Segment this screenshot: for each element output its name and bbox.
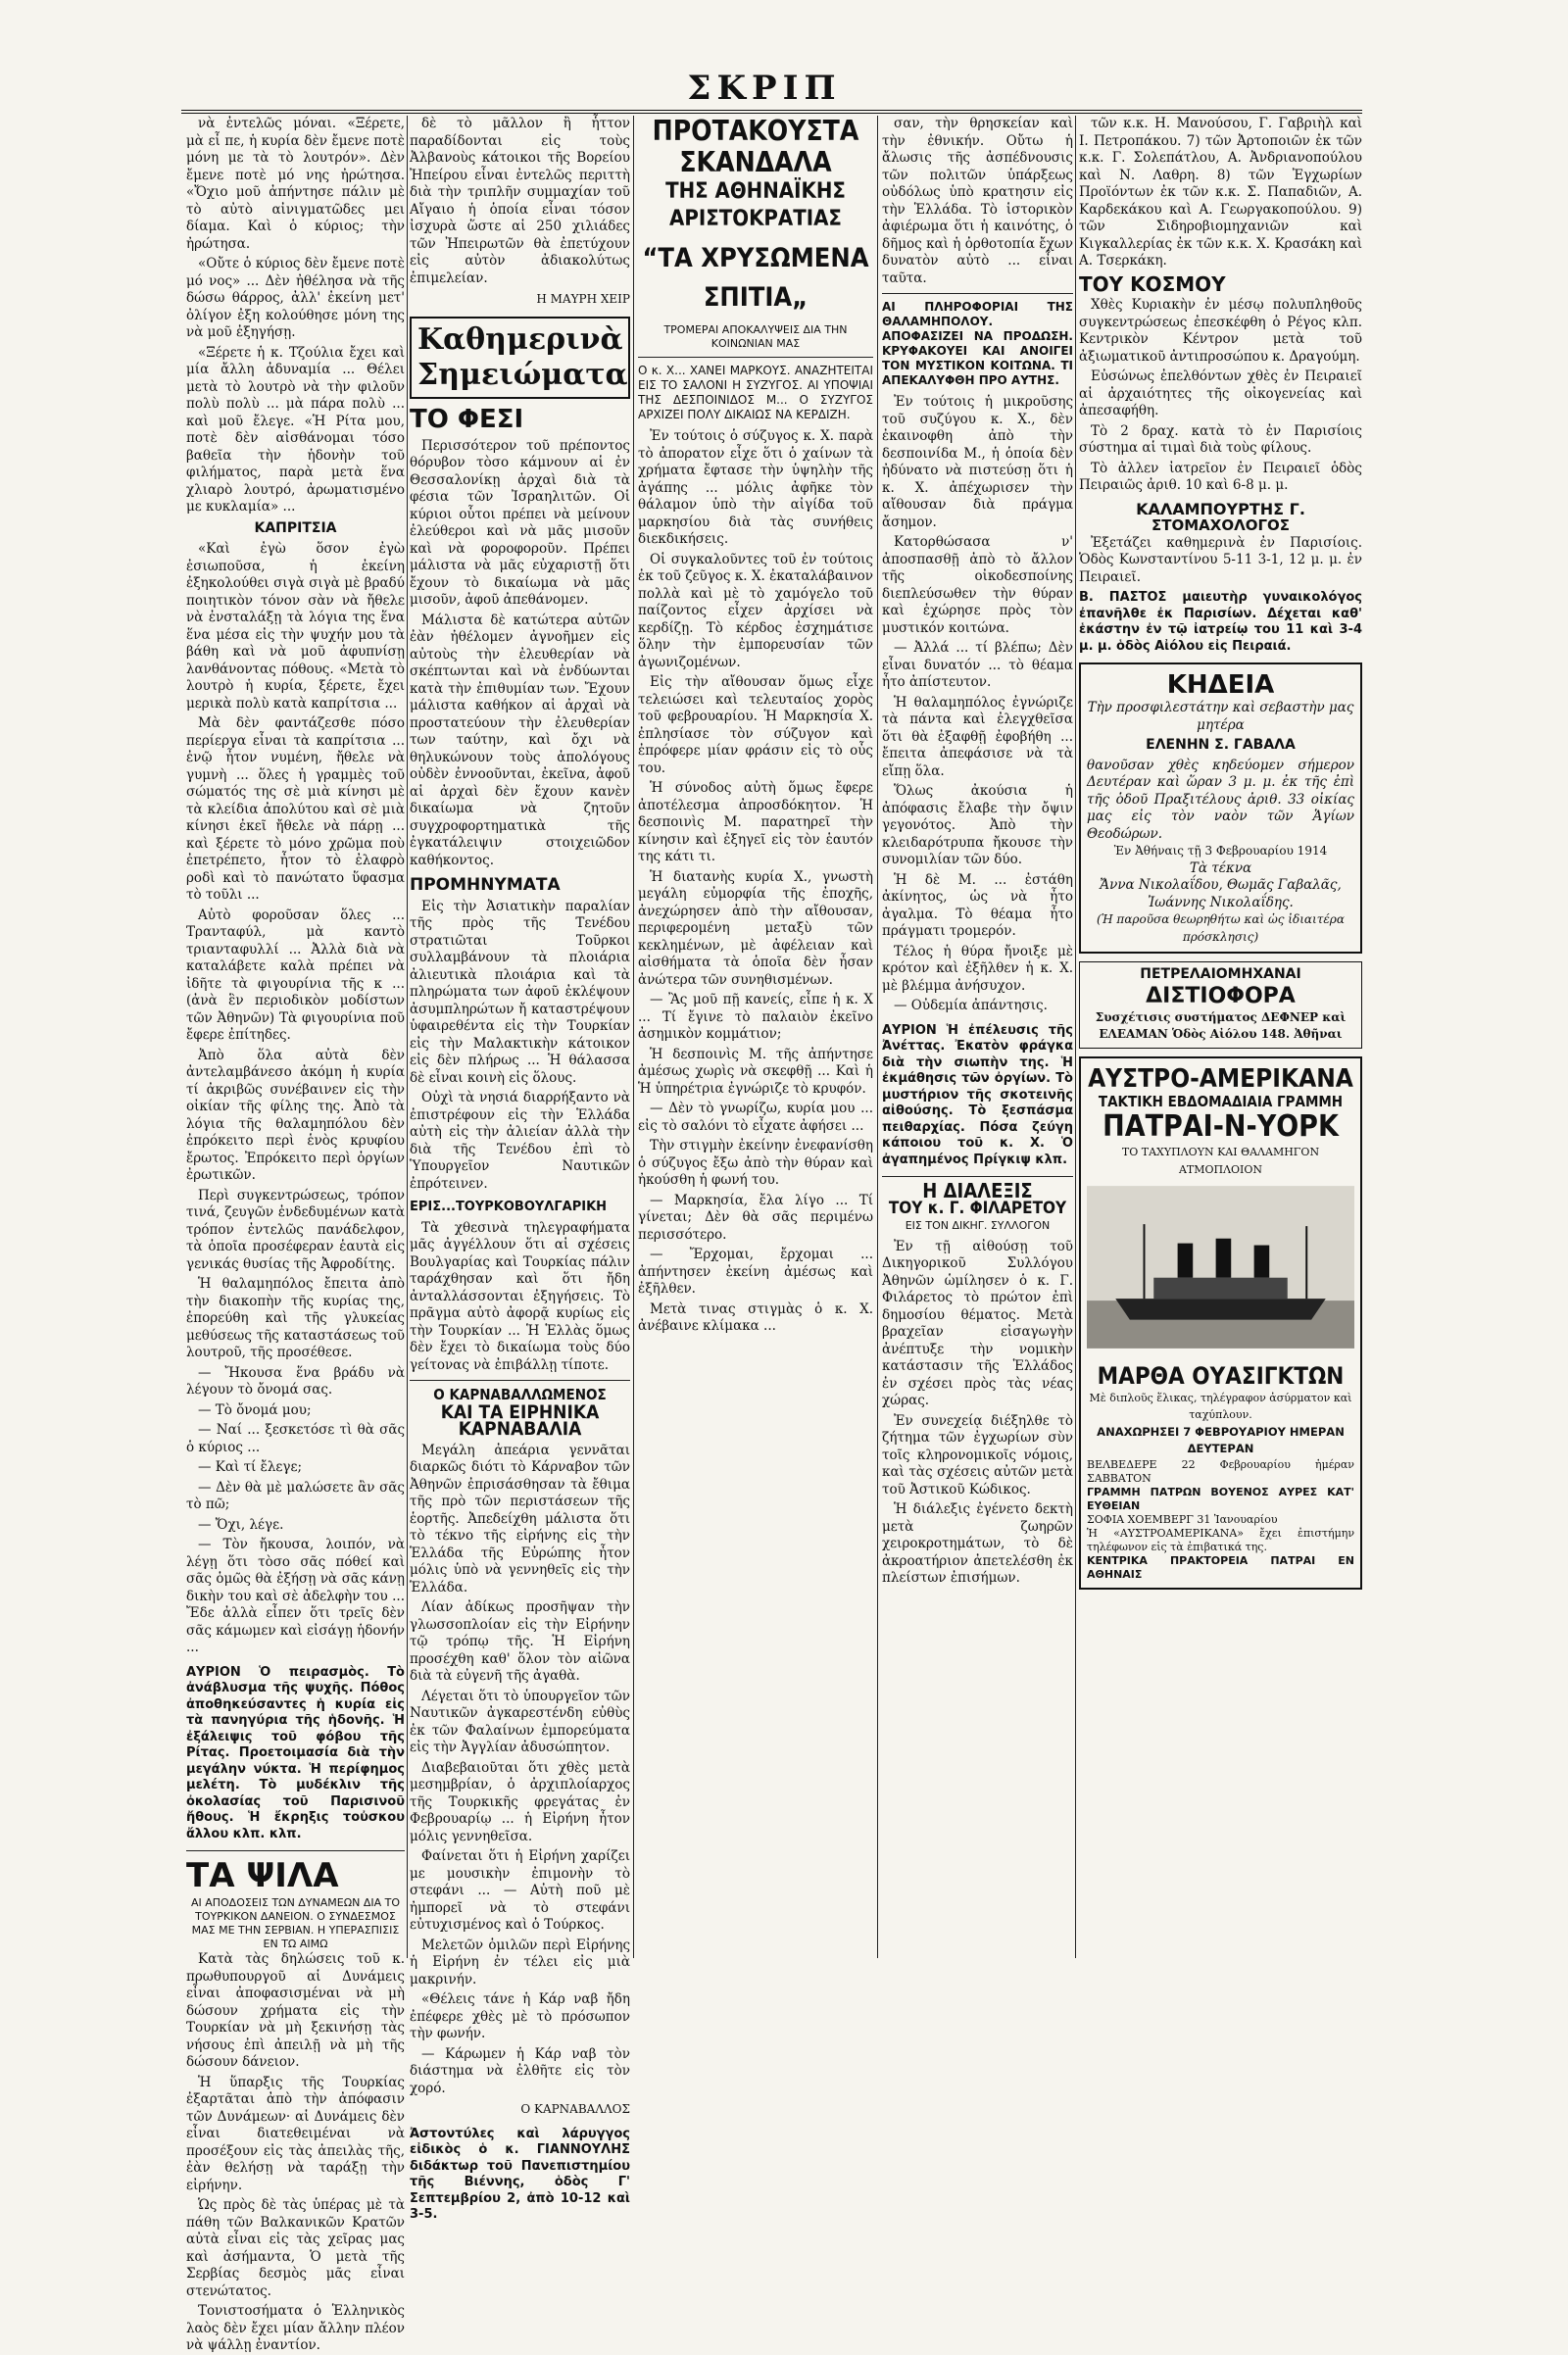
divider (638, 357, 873, 358)
funeral-line: θανοῦσαν χθὲς κηδεύομεν σήμερον Δευτέραν καὶ ὥραν 3 μ. μ. ἐκ τῆς ἐπὶ τῆς ὁδοῦ Πραξιτέλους ἀριθ. 33 οἰκίας μας εἰς τὸν ναὸν τῶν Ἁγίων Θεοδώρων. (1087, 757, 1354, 842)
dialogue-line: — Ναί ... ξεσκετόσε τὶ θὰ σᾶς ὁ κύριος ... (186, 1422, 405, 1455)
dialogue-line: — Μαρκησία, ἔλα λίγο ... Τί γίνεται; Δὲν θὰ σᾶς περιμένω περισσότερο. (638, 1192, 873, 1243)
ad-route: ΠΑΤΡΑΙ-Ν-ΥΟΡΚ (1102, 1109, 1339, 1144)
paragraph: Τὸ ἀλλεν ἰατρεῖον ἐν Πειραιεῖ ὁδὸς Πειραιῶς ἀριθ. 10 καὶ 6-8 μ. μ. (1079, 460, 1362, 493)
paragraph: Ἡ διατανὴς κυρία Χ., γνωστὴ μεγάλη εὐμορφία τῆς ἐποχῆς, ἀνεχώρησεν ἀπὸ τὴν αἴθουσαν, περιφερομένη μεταξὺ τῶν κεκλημένων, μὲ ἀφέλειαν καὶ αἰσθήματα τὰ ὁποῖα δὲν ἦσαν ἀνώτερα τῶν συνηθισμένων. (638, 868, 873, 988)
dialogue-line: — Ἤκουσα ἕνα βράδυ νὰ λέγουν τὸ ὄνομά σας. (186, 1364, 405, 1398)
paragraph: Ἐν τούτοις ἡ μικροῦσης τοῦ συζύγου κ. Χ., δὲν ἐκαινοφθη ἀπὸ τὴν δεσποινίδα Μ., ἡ ὁποία δὲν ἠδύνατο νὰ πιστεύσῃ ὅτι ἡ κ. Χ. ἀπέχωρισεν τὴν αἴθουσαν διὰ πράγμα ἄσημον. (882, 394, 1073, 530)
deceased-name: ΕΛΕΝΗΝ Σ. ΓΑΒΑΛΑ (1146, 737, 1296, 753)
kalampourtis-subheading: ΣΤΟΜΑΧΟΛΟΓΟΣ (1152, 516, 1290, 534)
paragraph: Ἐξετάζει καθημερινὰ ἐν Παρισίοις. Ὁδὸς Κωνσταντίνου 5-11 3-1, 12 μ. μ. ἐν Πειραιεῖ. (1079, 534, 1362, 585)
ad-ship-desc: ΤΟ ΤΑΧΥΠΛΟΥΝ ΚΑΙ ΘΑΛΑΜΗΓΟΝ ΑΤΜΟΠΛΟΙΟΝ (1121, 1146, 1320, 1176)
dialogue-line: — Ὄχι, λέγε. (198, 1516, 284, 1533)
dialogue-line: — Καὶ τί ἔλεγε; (198, 1459, 303, 1475)
headline-scandals: ΠΡΟΤΑΚΟΥΣΤΑ ΣΚΑΝΔΑΛΑ (652, 115, 859, 178)
divider (882, 1176, 1073, 1177)
paragraph: Μὰ δὲν φαντάζεσθε πόσο περίεργα εἶναι τὰ καπρίτσια ... ἐνῷ ἦτον νυμένη, ἤθελε νὰ γυμνὴ ... ὅλες ἡ γραμμὲς τοῦ σώματός της σὲ μιὰ κίνησι μὲ τὰ κλείδια ἀπολύτου καὶ σὲ μιὰ κίνησι ἐκεῖ ἤθελε νὰ πάρῃ ... καὶ ξέρετε τὸ μόνο χρῶμα ποὺ ἐπετρέπετο, ἦτον τὸ ἐλαφρὸ ροδὶ καὶ τὸ πανώτατο ὕφασμα τὸ τοῦλι ... (186, 715, 405, 903)
doctor-notice: Ἀστοντύλες καὶ λάρυγγος εἰδικὸς ὁ κ. ΓΙΑΝΝΟΥΛΗΣ διδάκτωρ τοῦ Πανεπιστημίου τῆς Βιέννης, ὁδὸς Γ' Σεπτεμβρίου 2, ἀπὸ 10-12 καὶ 3-5. (410, 2126, 630, 2222)
paragraph: Εὐσώνως ἐπελθόντων χθὲς ἐν Πειραιεῖ αἱ ἀρχαιότητες τῆς οἰκογενείας καὶ ἀπεσαφήθη. (1079, 368, 1362, 418)
paragraph: Ἡ ὕπαρξις τῆς Τουρκίας ἐξαρτᾶται ἀπὸ τὴν ἀπόφασιν τῶν Δυνάμεων· αἱ Δυνάμεις δὲν εἶναι διατεθειμέναι νὰ προσέξουν εἰς τὰς ἀπειλὰς τῆς, ἐὰν θελήσῃ νὰ ταράξῃ τὴν εἰρήνην. (186, 2074, 405, 2193)
paragraph: Χθὲς Κυριακὴν ἐν μέσῳ πολυπληθοῦς συγκεντρώσεως ἐπεσκέφθη ὁ Ρέγος κλπ. Κεντρικὸν Κέντρον μετὰ τοῦ ἀξιωματικοῦ ἀντιπροσώπου κ. Δραγούμη. (1079, 297, 1362, 365)
paragraph: Ἐν συνεχείᾳ διέξηλθε τὸ ζήτημα τῶν ἐγχωρίων σὺν τοῖς κληρονομικοῖς νόμοις, καὶ τὰς σχέσεις αὐτῶν μετὰ τοῦ Ἀστικοῦ Κώδικος. (882, 1412, 1073, 1497)
paragraph: νὰ ἐντελῶς μόναι. «Ξέρετε, μὰ εἶ πε, ἡ κυρία δὲν ἔμενε ποτὲ μόνη με τὰ τὸ λουτρόν». Δὲν ἔμενε ποτὲ μό νης ἠρώτησα. «Ὄχιο μοῦ ἀπήντησε πάλιν μὲ τὸ αὐτὸ αἰνιγματῶδες μει δίαμα. Καὶ ὁ κύριος; τὴν ἠρώτησα. (186, 116, 405, 252)
column-3 (638, 116, 873, 1958)
funeral-notice-box (1079, 662, 1362, 954)
column-1 (186, 116, 405, 2353)
austro-americana-ad (1079, 1056, 1362, 1590)
ad-line: ΤΑΚΤΙΚΗ ΕΒΔΟΜΑΔΙΑΙΑ ΓΡΑΜΜΗ (1098, 1092, 1344, 1110)
karnavallomenos-heading: Ο ΚΑΡΝΑΒΑΛΛΩΜΕΝΟΣ (433, 1386, 607, 1403)
kathimerina-title: Καθημερινὰ Σημειώματα (417, 321, 628, 392)
paragraph: Τὸ 2 δραχ. κατὰ τὸ ἐν Παρισίοις σύστημα αἱ τιμαὶ διὰ τοὺς φίλους. (1079, 422, 1362, 456)
column-divider (1075, 116, 1076, 1958)
dialogue-line: — Ἂς μοῦ πῇ κανείς, εἶπε ἡ κ. Χ ... Τί ἔγινε τὸ παλαιὸν ἐκεῖνο ἀσημικὸν κομμάτιον; (638, 992, 873, 1042)
headline-golden-houses: “ΤΑ ΧΡΥΣΩΜΕΝΑ ΣΠΙΤΙΑ„ (642, 243, 869, 313)
paragraph: Μετὰ τινας στιγμὰς ὁ κ. Χ. ἀνέβαινε κλίμακα ... (638, 1300, 873, 1334)
signature: Η ΜΑΥΡΗ ΧΕΙΡ (536, 292, 630, 306)
ad-detail: ΚΕΝΤΡΙΚΑ ΠΡΑΚΤΟΡΕΙΑ ΠΑΤΡΑΙ ΕΝ ΑΘΗΝΑΙΣ (1087, 1553, 1354, 1581)
headline-aristocracy: ΤΗΣ ΑΘΗΝΑΪΚΗΣ ΑΡΙΣΤΟΚΡΑΤΙΑΣ (665, 179, 846, 231)
column-divider (407, 116, 408, 1958)
section-heading: ΚΑΠΡΙΤΣΙΑ (254, 519, 337, 536)
paragraph: Τὰ χθεσινὰ τηλεγραφήματα μᾶς ἀγγέλλουν ὅτι αἱ σχέσεις Βουλγαρίας καὶ Τουρκίας πάλιν ταράχθησαν καὶ ὅτι ἤδη ἀνταλλάσσονται ἐξηγήσεις. Τὸ πρᾶγμα αὐτὸ ἀφορᾷ κυρίως εἰς τὴν Τουρκίαν ... Ἡ Ἑλλὰς ὅμως δὲν ἔχει τὸ δικαίωμα τοὺς δύο γείτονας νὰ ἐπιβάλλῃ τίποτε. (410, 1219, 630, 1373)
paragraph: Λέγεται ὅτι τὸ ὑπουργεῖον τῶν Ναυτικῶν ἀγκαρεστένδη εὐθὺς ἐκ τῶν Φαλαίνων ἐμπορεύματα εἰς τὴν Ἀγγλίαν ἀδυσώπητον. (410, 1688, 630, 1755)
paragraph: Εἰς τὴν αἴθουσαν ὅμως εἶχε τελειώσει καὶ τελευταίος χορὸς τοῦ φεβρουαρίου. Ἡ Μαρκησία Χ. ἐπλησίασε τὸν σύζυγον καὶ ἐπρόφερε μίαν φράσιν εἰς τὸ οὖς του. (638, 674, 873, 776)
column-divider (877, 116, 878, 1958)
paragraph: Αὐτὸ φοροῦσαν ὅλες ... Τρανταφύλ, μὰ καντὸ τριανταφυλλί ... Ἀλλὰ διὰ νὰ καταλάβετε καλὰ πρέπει νὰ ἰδῆτε τὰ φιγουρίνια τῆς κ ... (ἀνὰ ἓν περιοδικὸν μοδίστων τῶν Ἀθηνῶν) Τὰ φιγουρίνια ποῦ ἔφερε ἐπίτηδες. (186, 907, 405, 1043)
masthead-rule (181, 110, 1362, 114)
dialexis-heading: Η ΔΙΑΛΕΞΙΣ (922, 1179, 1033, 1202)
paragraph: Περὶ συγκεντρώσεως, τρόπον τινά, ζευγῶν ἐνδεδυμένων κατὰ τρόπον ἐντελῶς πανάδελφον, τὰ ὁποῖα προσέφεραν ἑαυτὰ εἰς γενικάς θυσίας τῆς Ἀφροδίτης. (186, 1187, 405, 1272)
ad-detail: Ἡ «ΑΥΣΤΡΟΑΜΕΡΙΚΑΝΑ» ἔχει ἐπιστήμην τηλέφωνον εἰς τὰ ἐπιβατικά της. (1087, 1526, 1354, 1553)
paragraph: Ὅλως ἀκούσια ἡ ἀπόφασις ἔλαβε τὴν ὄψιν γεγονότος. Ἀπὸ τὴν κλειδαρότρυπα ἤκουσε τὴν συνομιλίαν τῶν δύο. (882, 783, 1073, 867)
paragraph: Εἰς τὴν Ἀσιατικὴν παραλίαν τῆς πρὸς τῆς Τενέδου στρατιῶται Τοῦρκοι συλλαμβάνουν τὰ πλοιάρια ἀλιευτικὰ πλοιάρια καὶ τὰ πληρώματα των ἀφοῦ ἐκλέψουν ἀσυμπληρώτων ἤ καταστρέψουν ὑφαιρεθέντα εἰς τὴν Τουρκίαν εἰς τὴν Μαλακτικὴν κάτοικον εἰς δὲν πλήρως ... Ἡ θάλασσα δὲ εἶναι κοινὴ εἰς ὅλους. (410, 898, 630, 1086)
divider (882, 293, 1073, 294)
dialexis-subheading: ΕΙΣ ΤΟΝ ΔΙΚΗΓ. ΣΥΛΛΟΓΟΝ (905, 1219, 1051, 1232)
lead-summary: Ο κ. Χ... ΧΑΝΕΙ ΜΑΡΚΟΥΣ. ΑΝΑΖΗΤΕΙΤΑΙ ΕΙΣ ΤΟ ΣΑΛΟΝΙ Η ΣΥΖΥΓΟΣ. ΑΙ ΥΠΟΨΙΑΙ ΤΗΣ ΔΕΣΠΟΙΝΙΔΟΣ Μ... Ο ΣΥΖΥΓΟΣ ΑΡΧΙΖΕΙ ΠΟΛΥ ΔΙΚΑΙΩΣ ΝΑ ΚΕΡΔΙΖΗ. (638, 364, 873, 421)
paragraph: «Καὶ ἐγὼ ὅσον ἐγὼ ἐσιωποῦσα, ἡ ἐκείνη ἐξηκολούθει σιγὰ σιγὰ μὲ βραδύ ποιητικὸν τόνον σὰν νὰ ἤθελε νὰ ἐνσταλάξῃ τὰ λόγια της ἕνα ἕνα μέσα εἰς τὴν ψυχήν μου τὰ βάθη καὶ νὰ μοῦ ἀφυπνίσῃ λανθάνοντας πόθους. «Μετὰ τὸ λουτρὸ ἡ κυρία, ξέρετε, ἔχει μερικὰ πολὺ κατὰ καπρίτσια ... (186, 541, 405, 711)
paragraph: Ἡ θαλαμηπόλος ἐγνώριζε τὰ πάντα καὶ ἐλεγχθεῖσα ὅτι θὰ ἐξαφθῇ ἐφοβήθη ... ἔπειτα ἀπεφάσισε νὰ τὰ εἴπῃ ὅλα. (882, 694, 1073, 779)
signature: Ο ΚΑΡΝΑΒΑΛΛΟΣ (520, 2102, 630, 2116)
paragraph: — Κάρωμεν ἡ Κάρ ναβ τὸν διάστημα νὰ ἐλθῆτε εἰς τὸν χορό. (410, 2045, 630, 2096)
column-divider (633, 116, 634, 1958)
paragraph: «Οὔτε ὁ κύριος δὲν ἔμενε ποτὲ μό νος» ... Δὲν ἠθέλησα νὰ τῆς δώσω θάρρος, ἀλλ' ἐκείνη μετ' ὀλίγον ἐξη κολούθησε μόνη της νὰ μοῦ ἐξηγήσῃ. (186, 256, 405, 340)
filaretou-heading: ΤΟΥ κ. Γ. ΦΙΛΑΡΕΤΟΥ (888, 1198, 1067, 1218)
paragraph: Κατορθώσασα ν' ἀποσπασθῇ ἀπὸ τὸ ἄλλον τῆς οἰκοδεσποίνης διεπλεύσωθεν τὴν θύραν καὶ ἐχώρησε πρὸς τὸν μυστικόν κοιτώνα. (882, 534, 1073, 636)
column-4 (882, 116, 1073, 1958)
dialogue-line: — Τὸ ὄνομά μου; (198, 1401, 312, 1418)
paragraph: Ὡς πρὸς δὲ τὰς ὑπέρας μὲ τὰ πάθη τῶν Βαλκανικῶν Κρατῶν αὐτὰ εἶναι εἰς τὰς χεῖρας μας καὶ ἀσήμαντα, Ὁ μετὰ τῆς Σερβίας δεσμὸς μᾶς εἶναι στενώτατος. (186, 2197, 405, 2299)
paragraph: Οἱ συγκαλοῦντες τοῦ ἐν τούτοις ἐκ τοῦ ζεῦγος κ. Χ. ἐκαταλάβαινον πολλὰ καὶ μὲ τὸ χαμόγελο τοῦ παίζοντος εἶχεν ἀρχίσει νὰ κερδίζῃ. Τὸ κέρδος ἐσχημάτισε ὅλην τὴν ἐμπορευσίαν τῶν ἀγωνιζομένων. (638, 551, 873, 670)
dialogue-line: — Οὐδεμία ἀπάντησις. (894, 998, 1048, 1013)
paragraph: Μελετῶν ὁμιλῶν περὶ Εἰρήνης ἡ Εἰρήνη ἐν τέλει εἰς μιὰ μακρινήν. (410, 1937, 630, 1987)
next-episode-teaser: ΑΥΡΙΟΝ Ὁ πειρασμὸς. Τὸ ἀνάβλυσμα τῆς ψυχῆς. Πόθος ἀποθηκεύσαντες ἡ κυρία εἰς τὰ πανηγύρια τῆς ἡδονῆς. Ἡ ἐξάλειψις τοῦ φόβου τῆς Ρίτας. Προετοιμασία διὰ τὴν μεγάλην νύκτα. Ἡ περίφημος μελέτη. Τὸ μυδέκλιν τῆς ὀκολασίας τοῦ Παρισινοῦ ἤθους. Ἡ ἔκρηξις τοὐσκου ἄλλου κλπ. κλπ. (186, 1664, 405, 1841)
masthead: ΣΚΡΙΠ (687, 69, 842, 108)
paragraph: Διαβεβαιοῦται ὅτι χθὲς μετὰ μεσημβρίαν, ὁ ἀρχιπλοίαρχος τῆς Τουρκικῆς φρεγάτας ἐν Φεβρουαρίῳ ... ἡ Εἰρήνη ἦτον μόλις γεννηθεῖσα. (410, 1759, 630, 1844)
paragraph: Περισσότερον τοῦ πρέποντος θόρυβον τὸσο κάμνουν αἱ ἐν Θεσσαλονίκῃ ἀρχαὶ διὰ τὰ φέσια τῶν Ἰσραηλιτῶν. Οἱ κύριοι οὗτοι πρέπει νὰ μείνουν ἐλεύθεροι καὶ νὰ μᾶς μισοῦν καὶ νὰ φοροφοροῦν. Πρέπει μάλιστα νὰ μᾶς εὐχαριστῇ ὅτι ἔχουν τὸ δικαίωμα νὰ μᾶς μισοῦν, ἀφοῦ ἀπεθάνομεν. (410, 437, 630, 608)
funeral-date: Ἐν Ἀθήναις τῇ 3 Φεβρουαρίου 1914 (1113, 844, 1328, 858)
paragraph: Ἀπὸ ὅλα αὐτὰ δὲν ἀντελαμβάνεσο ἀκόμη ἡ κυρία τί ἀκριβῶς συνέβαινεν εἰς τὴν οἰκίαν τῆς φίλης της. Ἀπὸ τὰ λόγια τῆς θαλαμηπόλου δὲν ἐπρόκειτο περὶ ἑνὸς κρυφίου ἔρωτος. Ἐπρόκειτο περὶ ὀργίων ἐρωτικῶν. (186, 1047, 405, 1183)
tou-kosmou-heading: ΤΟΥ ΚΟΣΜΟΥ (1079, 271, 1226, 296)
paragraph: «Θέλεις τάνε ἡ Κάρ ναβ ἤδη ἐπέφερε χθὲς μὲ τὸ πρόσωπον τὴν φωνήν. (410, 1991, 630, 2041)
paragraph: «Ξέρετε ἡ κ. Τζούλια ἔχει καὶ μία ἄλλη ἀδυναμία ... Θέλει μετὰ τὸ λουτρὸ νὰ τὴν φιλοῦν πολὺ πολὺ ... μὰ πάρα πολὺ ... καὶ μοῦ ἔλεγε. «Ἡ Ρίτα μου, ποτὲ δὲν αἰσθάνομαι τόσο βαθεῖα τὴν ἡδονὴν τοῦ φιλήματος, παρὰ μετὰ ἕνα χλιαρὸ λουτρό, ἀρωματισμένο με κυκλαμία» ... (186, 344, 405, 515)
paragraph: Οὐχὶ τὰ νησιά διαρρήξαντο νὰ ἐπιστρέφουν εἰς τὴν Ἑλλάδα αὐτὴ εἰς τὴν ἀλιείαν ἀλλὰ τὴν διὰ τῆς Τενέδου ἐπὶ τὸ Ὑπουργεῖον Ναυτικῶν ἐπρότεινεν. (410, 1090, 630, 1192)
divider (410, 1380, 630, 1381)
funeral-signatories-label: Τὰ τέκνα (1189, 859, 1252, 876)
ad-title: ΑΥΣΤΡΟ-ΑΜΕΡΙΚΑΝΑ (1088, 1063, 1353, 1094)
dialogue-line: — Ἀλλά ... τί βλέπω; Δὲν εἶναι δυνατόν ... τὸ θέαμα ἦτο ἀπίστευτον. (882, 640, 1073, 690)
headline-revelations: ΤΡΟΜΕΡΑΙ ΑΠΟΚΑΛΥΨΕΙΣ ΔΙΑ ΤΗΝ ΚΟΙΝΩΝΙΑΝ ΜΑΣ (663, 323, 848, 350)
ad-detail: ΒΕΛΒΕΔΕΡΕ 22 Φεβρουαρίου ἡμέραν ΣΑΒΒΑΤΟΝ (1087, 1457, 1354, 1485)
ad-detail: ΓΡΑΜΜΗ ΠΑΤΡΩΝ ΒΟΥΕΝΟΣ ΑΥΡΕΣ ΚΑΤ' ΕΥΘΕΙΑΝ (1087, 1485, 1354, 1512)
column-5 (1079, 116, 1362, 1958)
kathimerina-box (410, 317, 630, 399)
funeral-signatories: Ἄννα Νικολαΐδου, Θωμᾶς Γαβαλᾶς, Ἰωάννης Νικολαΐδης. (1100, 877, 1342, 910)
kalampourtis-heading: ΚΑΛΑΜΠΟΥΡΤΗΣ Γ. (1136, 499, 1305, 518)
petrelaio-heading: ΠΕΤΡΕΛΑΙΟΜΗΧΑΝΑΙ (1140, 966, 1301, 982)
paragraph: Ἐν τούτοις ὁ σύζυγος κ. Χ. παρὰ τὸ ἀπορατον εἶχε ὅτι ὁ χαίνων τὰ χρήματα ἔφτασε τὴν ὑψηλὴν τῆς ἀγάπης ... μόλις ἀφῆκε τὸν θάλαμον ὑπὸ τὴν αἰγίδα τοῦ μαρκησίου διὰ τὰς συνήθεις διεκδικήσεις. (638, 428, 873, 547)
funeral-line: Τὴν προσφιλεστάτην καὶ σεβαστὴν μας μητέρα (1087, 700, 1354, 733)
paragraph: σαν, τὴν θρησκείαν καὶ τὴν ἐθνικήν. Οὔτω ἡ ἄλωσις τῆς ἀσπέδνουσις τῶν πολιτῶν ὑπάρξεως οὐδόλως ὑπὸ κρατησιν εἰς τὴν Ἑλλάδα. Τὸ ἱστορικὸν ἀφιέρωμα ὅτι ἡ καινότης, ὁ δῆμος καὶ ἡ ὀρθοτοπία ἔχων δυνατὸν αὐτὸ ... εἶναι ταῦτα. (882, 116, 1073, 286)
paragraph: Ἡ δὲ Μ. ... ἐστάθη ἀκίνητος, ὡς νὰ ἦτο ἀγαλμα. Τὸ θέαμα ἦτο πράγματι τρομερόν. (882, 871, 1073, 939)
paragraph: Τέλος ἡ θύρα ἤνοιξε μὲ κρότον καὶ ἐξῆλθεν ἡ κ. Χ. μὲ βλέμμα ἀνήσυχον. (882, 943, 1073, 994)
paragraph: Λίαν ἀδίκως προσῆψαν τὴν γλωσσοπλοίαν εἰς τὴν Εἰρήνην τῷ τρόπῳ τῆς. Ἡ Εἰρήνη προσέχθη καθ' ὅλον τὸν αἰῶνα διὰ τὰ εὐγενῆ τῆς ἀγαθὰ. (410, 1599, 630, 1684)
paragraph: Φαίνεται ὅτι ἡ Εἰρήνη χαρίζει με μουσικὴν ἐπιμονὴν τὸ στεφάνι ... — Αὐτὴ ποῦ μὲ ἠμπορεῖ νὰ τὸ στεφάνι εὐτυχισμένος καὶ ὁ Τούρκος. (410, 1848, 630, 1933)
ad-detail: ΣΟΦΙΑ ΧΟΕΜΒΕΡΓ 31 Ἰανουαρίου (1087, 1512, 1278, 1526)
paragraph: Ἐν τῇ αἰθούσῃ τοῦ Δικηγορικοῦ Συλλόγου Ἀθηνῶν ὡμίλησεν ὁ κ. Γ. Φιλάρετος τὸ πρώτον ἐπὶ δημοσίου θέματος. Μετὰ βραχεῖαν εἰσαγωγὴν ἀνέπτυξε τὴν νομικὴν κατάστασιν τῆς Ἑλλάδος ἐν σχέσει πρὸς τὰς νέας χώρας. (882, 1238, 1073, 1408)
next-episode-teaser: ΑΥΡΙΟΝ Ἡ ἐπέλευσις τῆς Ἀνέττας. Ἐκατὸν φράγκα διὰ τὴν σιωπὴν της. Ἡ ἐκμάθησις τῶν ὀργίων. Τὸ μυστήριον τῆς σκοτεινῆς αἰθούσης. Τὸ ξεσπάσμα πειθαρχίας. Πόσα ζεύγη κάποιου τοῦ κ. Χ. Ὁ ἀγαπημένος Πρίγκιψ κλπ. (882, 1022, 1073, 1167)
paragraph: τῶν κ.κ. Η. Μανούσου, Γ. Γαβριὴλ καὶ Ι. Πετροπάκου. 7) τῶν Ἀρτοποιῶν ἐκ τῶν κ.κ. Γ. Σολεπάτλου, Α. Ἀνδριανοπούλου καὶ Ν. Λαθρη. 8) τῶν Ἐγχωρίων Προϊόντων ἐκ τῶν κ.κ. Σ. Παπαδιῶν, Α. Καρδεκάκου καὶ Α. Γεωργακοπούλου. 9) τῶν Σιδηροβιομηχανιῶν καὶ Κιγκαλλερίας ἐκ τῶν κ.κ. Χ. Κρασάκη καὶ Α. Τσερκάκη. (1079, 116, 1362, 269)
paragraph: Μεγάλη ἀπεάρια γεννᾶται διαρκῶς διότι τὸ Κάρναβον τῶν Ἀθηνῶν ἐπρισάσθησαν τὰ ἔθιμα τῆς πρὸ τῶν περιστάσεων τῆς ἑορτῆς. Ἀπεδείχθη μάλιστα ὅτι τὸ τέκνο τῆς εἰρήνης εἰς τὴν Ἑλλάδα τῆς Εὐρώπης ἦτον μόλις ὑπὸ νὰ γεννηθεῖς εἰς τὴν Ἑλλάδα. (410, 1442, 630, 1595)
ad-departure: ΑΝΑΧΩΡΗΣΕΙ 7 ΦΕΒΡΟΥΑΡΙΟΥ ΗΜΕΡΑΝ ΔΕΥΤΕΡΑΝ (1097, 1424, 1345, 1455)
funeral-note: (Ἡ παροῦσα θεωρηθήτω καὶ ὡς ἰδιαιτέρα πρόσκλησις) (1097, 912, 1345, 944)
ad-ship-features: Μὲ διπλοῦς ἕλικας, τηλέγραφον ἀσύρματον καὶ ταχύπλουν. (1089, 1391, 1352, 1421)
divider (186, 1850, 405, 1851)
paragraph: Μάλιστα δὲ κατώτερα αὐτῶν ἐὰν ἠθέλομεν ἀγνοῆμεν εἰς αὐτοὺς τὴν ἐλευθερίαν νὰ σκέπτωνται καὶ νὰ ἐνδύωνται κατὰ τὴν ἐπιθυμίαν των. Ἔχουν μάλιστα καθήκον αἱ ἀρχαὶ νὰ προστατεύουν τὴν ἐλευθερίαν των ταύτην, καὶ ὄχι νὰ θηλυκώνουν τοὺς ἀπολόγους οὐδὲν ἐννοοῦνται, ἐκεῖνα, ἀφοῦ αἱ ἀρχαὶ δὲν ἔχουν κανὲν δικαίωμα νὰ ζητοῦν συγχροφορτηματικὰ τῆς ἐγκατάλειψιν στοιχειῶδον καθήκοντος. (410, 612, 630, 868)
chambermaid-subheading: ΑΙ ΠΛΗΡΟΦΟΡΙΑΙ ΤΗΣ ΘΑΛΑΜΗΠΟΛΟΥ. ΑΠΟΦΑΣΙΖΕΙ ΝΑ ΠΡΟΔΩΣΗ. ΚΡΥΦΑΚΟΥΕΙ ΚΑΙ ΑΝΟΙΓΕΙ ΤΟΝ ΜΥΣΤΙΚΟΝ ΚΟΙΤΩΝΑ. ΤΙ ΑΠΕΚΑΛΥΦΘΗ ΠΡΟ ΑΥΤΗΣ. (882, 300, 1073, 387)
distiofora-text: Συσχέτισις συστήματος ΔΕΦΝΕΡ καὶ ΕΛΕΑΜΑΝ Ὁδὸς Αἰόλου 148. Ἀθῆναι (1095, 1009, 1347, 1041)
paragraph: Ἡ δεσποινὶς Μ. τῆς ἀπήντησε ἀμέσως χωρὶς νὰ σκεφθῇ ... Καὶ ἡ Ἡ ὑπηρέτρια ἐγνώριζε τὸ κρυφόν. (638, 1046, 873, 1097)
dialogue-line: — Τὸν ἤκουσα, λοιπόν, νὰ λέγῃ ὅτι τὸσο σᾶς πόθεί καὶ σᾶς ὁμῶς θὰ ἐξήσῃ νὰ σᾶς κάνῃ δικὴν του καὶ σὲ ἀδελφὴν του ... Ἔδε ἀλλὰ εἶπεν ὅτι τρεῖς δὲν σᾶς κάμωμεν καὶ εἰσάγῃ ἡδονήν ... (186, 1537, 405, 1655)
pastos-notice: Β. ΠΑΣΤΟΣ μαιευτὴρ γυναικολόγος ἐπανῆλθε ἐκ Παρισίων. Δέχεται καθ' ἑκάστην ἐν τῷ ἰατρείῳ του 11 καὶ 3-4 μ. μ. ὁδὸς Αἰόλου εἰς Πειραιά. (1079, 590, 1362, 654)
karnavalia-heading: ΚΑΡΝΑΒΑΛΙΑ (458, 1418, 582, 1440)
ad-ship-name: ΜΑΡΘΑ ΟΥΑΣΙΓΚΤΩΝ (1097, 1361, 1345, 1390)
distiofora-ad (1079, 961, 1362, 1049)
column-2 (410, 116, 630, 2222)
ta-psila-heading: ΤΑ ΨΙΛΑ (186, 1856, 339, 1895)
paragraph: Τὴν στιγμὴν ἐκείνην ἐνεφανίσθη ὁ σύζυγος ἔξω ἀπὸ τὴν θύραν καὶ ἠκούσθη ἡ φωνή του. (638, 1138, 873, 1188)
eirinika-heading: ΚΑΙ ΤΑ ΕΙΡΗΝΙΚΑ (440, 1400, 600, 1423)
eris-heading: ΕΡΙΣ...ΤΟΥΡΚΟΒΟΥΛΓΑΡΙΚΗ (410, 1200, 608, 1214)
paragraph: Ἡ θαλαμηπόλος ἔπειτα ἀπὸ τὴν διακοπὴν τῆς κυρίας της, ἐπορεύθη καὶ τῆς γλυκείας μεθύσεως τῆς καταστάσεως τοῦ λουτροῦ, τῆς προσέθεσε. (186, 1276, 405, 1360)
steamship-illustration (1087, 1184, 1354, 1350)
dialogue-line: — Ἔρχομαι, ἔρχομαι ... ἀπήντησεν ἐκείνη ἀμέσως καὶ ἐξῆλθεν. (638, 1247, 873, 1297)
dialogue-line: — Δὲν θὰ μὲ μαλώσετε ἂν σᾶς τὸ πῶ; (186, 1479, 405, 1512)
ta-psila-subheading: ΑΙ ΑΠΟΔΟΣΕΙΣ ΤΩΝ ΔΥΝΑΜΕΩΝ ΔΙΑ ΤΟ ΤΟΥΡΚΙΚΟΝ ΔΑΝΕΙΟΝ. Ο ΣΥΝΔΕΣΜΟΣ ΜΑΣ ΜΕ ΤΗΝ ΣΕΡΒΙΑΝ. Η ΥΠΕΡΑΣΠΙΣΙΣ ΕΝ ΤΩ ΑΙΜΩ (190, 1896, 401, 1950)
dialogue-line: — Δὲν τὸ γνωρίζω, κυρία μου ... εἰς τὸ σαλόνι τὸ εἶχατε ἀφήσει ... (638, 1101, 873, 1134)
kideia-heading: ΚΗΔΕΙΑ (1166, 670, 1275, 700)
paragraph: δὲ τὸ μᾶλλον ἢ ἧττον παραδίδονται εἰς τοὺς Ἀλβανοὺς κάτοικοι τῆς Βορείου Ἠπείρου εἶναι ἐντελῶς περιττὴ διὰ τὴν τριπλῆν συμμαχίαν τοῦ Αἴγαιο ἡ ὁποία εἶναι τόσον ἰσχυρὰ ὥστε αἱ 250 χιλιάδες τῶν Ἠπειρωτῶν θὰ ἐπετύχουν εἰς αὐτὸν ἀδιακολύτως ἐπιμελείαν. (410, 116, 630, 286)
paragraph: Ἡ σύνοδος αὐτὴ ὅμως ἔφερε ἀποτέλεσμα ἀπροσδόκητον. Ἡ δεσποινὶς Μ. παρατηρεῖ τὴν κίνησιν καὶ ἐξηγεῖ εἰς τὸν ἑαυτόν της κάτι τι. (638, 780, 873, 864)
paragraph: Κατὰ τὰς δηλώσεις τοῦ κ. πρωθυπουργοῦ αἱ Δυνάμεις εἶναι ἀποφασισμέναι νὰ μὴ δώσουν χρήματα εἰς τὴν Τουρκίαν νὰ μὴ ξεκινήσῃ τὰς νήσους ἐπὶ ἀπειλῇ νὰ μὴ τῆς δώσουν δάνειον. (186, 1951, 405, 2070)
paragraph: Τονιστοσήματα ὁ Ἑλληνικὸς λαὸς δὲν ἔχει μίαν ἄλλην πλέον νὰ ψάλλῃ ἐναντίον. (186, 2303, 405, 2353)
paragraph: Ἡ διάλεξις ἐγένετο δεκτὴ μετὰ ζωηρῶν χειροκροτημάτων, τὸ δὲ ἀκροατήριον ἀπετελέσθη ἐκ πλείστων ἐπισήμων. (882, 1501, 1073, 1586)
distiofora-heading: ΔΙΣΤΙΟΦΟΡΑ (1146, 983, 1296, 1008)
fesi-heading: ΤΟ ΦΕΣΙ (410, 404, 524, 434)
prominymata-heading: ΠΡΟΜΗΝΥΜΑΤΑ (410, 875, 561, 895)
